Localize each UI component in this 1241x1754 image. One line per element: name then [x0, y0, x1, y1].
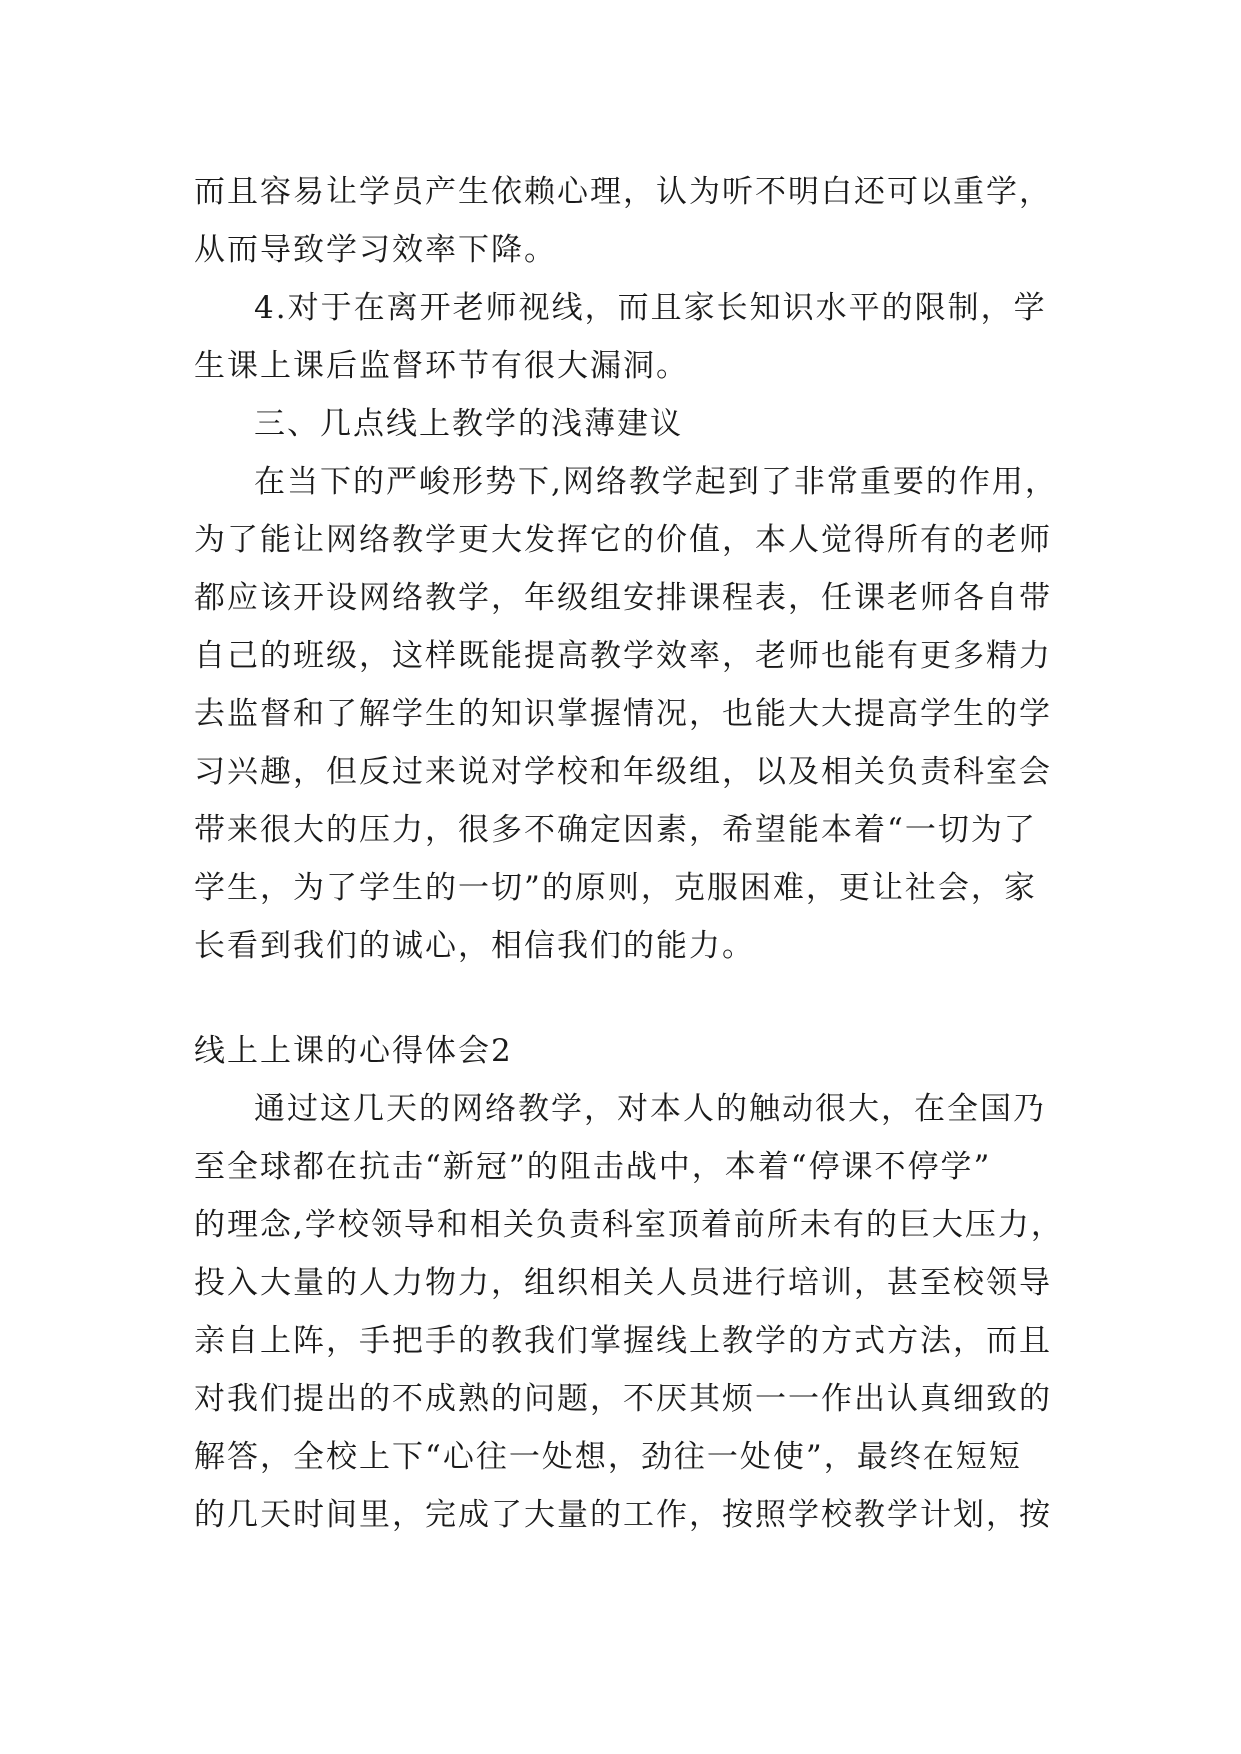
paragraph-line: 对我们提出的不成熟的问题，不厌其烦一一作出认真细致的	[194, 1381, 1052, 1417]
section-heading: 三、几点线上教学的浅薄建议	[254, 406, 683, 442]
article-title: 线上上课的心得体会2	[194, 1033, 513, 1069]
paragraph-line: 为了能让网络教学更大发挥它的价值，本人觉得所有的老师	[194, 522, 1052, 558]
paragraph-line: 亲自上阵，手把手的教我们掌握线上教学的方式方法，而且	[194, 1323, 1052, 1359]
paragraph-line: 4.对于在离开老师视线，而且家长知识水平的限制，学	[254, 290, 1047, 326]
paragraph-line: 都应该开设网络教学，年级组安排课程表，任课老师各自带	[194, 580, 1052, 616]
paragraph-line: 去监督和了解学生的知识掌握情况，也能大大提高学生的学	[194, 696, 1052, 732]
paragraph-line: 带来很大的压力，很多不确定因素，希望能本着“一切为了	[194, 812, 1037, 848]
paragraph-line: 投入大量的人力物力，组织相关人员进行培训，甚至校领导	[194, 1265, 1052, 1301]
paragraph-line: 的几天时间里，完成了大量的工作，按照学校教学计划，按	[194, 1497, 1052, 1533]
paragraph-line: 习兴趣，但反过来说对学校和年级组，以及相关负责科室会	[194, 754, 1052, 790]
paragraph-line: 生课上课后监督环节有很大漏洞。	[194, 348, 689, 384]
paragraph-line: 学生，为了学生的一切”的原则，克服困难，更让社会，家	[194, 870, 1037, 906]
paragraph-line: 的理念,学校领导和相关负责科室顶着前所未有的巨大压力，	[194, 1207, 1064, 1243]
paragraph-line: 通过这几天的网络教学，对本人的触动很大，在全国乃	[254, 1091, 1046, 1127]
text-section-continuation	[194, 163, 1058, 975]
paragraph-line: 自己的班级，这样既能提高教学效率，老师也能有更多精力	[194, 638, 1052, 674]
paragraph-line: 在当下的严峻形势下,网络教学起到了非常重要的作用，	[254, 464, 1058, 500]
paragraph-line: 而且容易让学员产生依赖心理，认为听不明白还可以重学，	[194, 174, 1052, 210]
paragraph-line: 长看到我们的诚心，相信我们的能力。	[194, 928, 755, 964]
paragraph-line: 至全球都在抗击“新冠”的阻击战中，本着“停课不停学”	[194, 1149, 992, 1185]
text-section-article-2	[194, 1022, 1064, 1544]
paragraph-line: 解答，全校上下“心往一处想，劲往一处使”，最终在短短	[194, 1439, 1022, 1475]
paragraph-line: 从而导致学习效率下降。	[194, 232, 557, 268]
